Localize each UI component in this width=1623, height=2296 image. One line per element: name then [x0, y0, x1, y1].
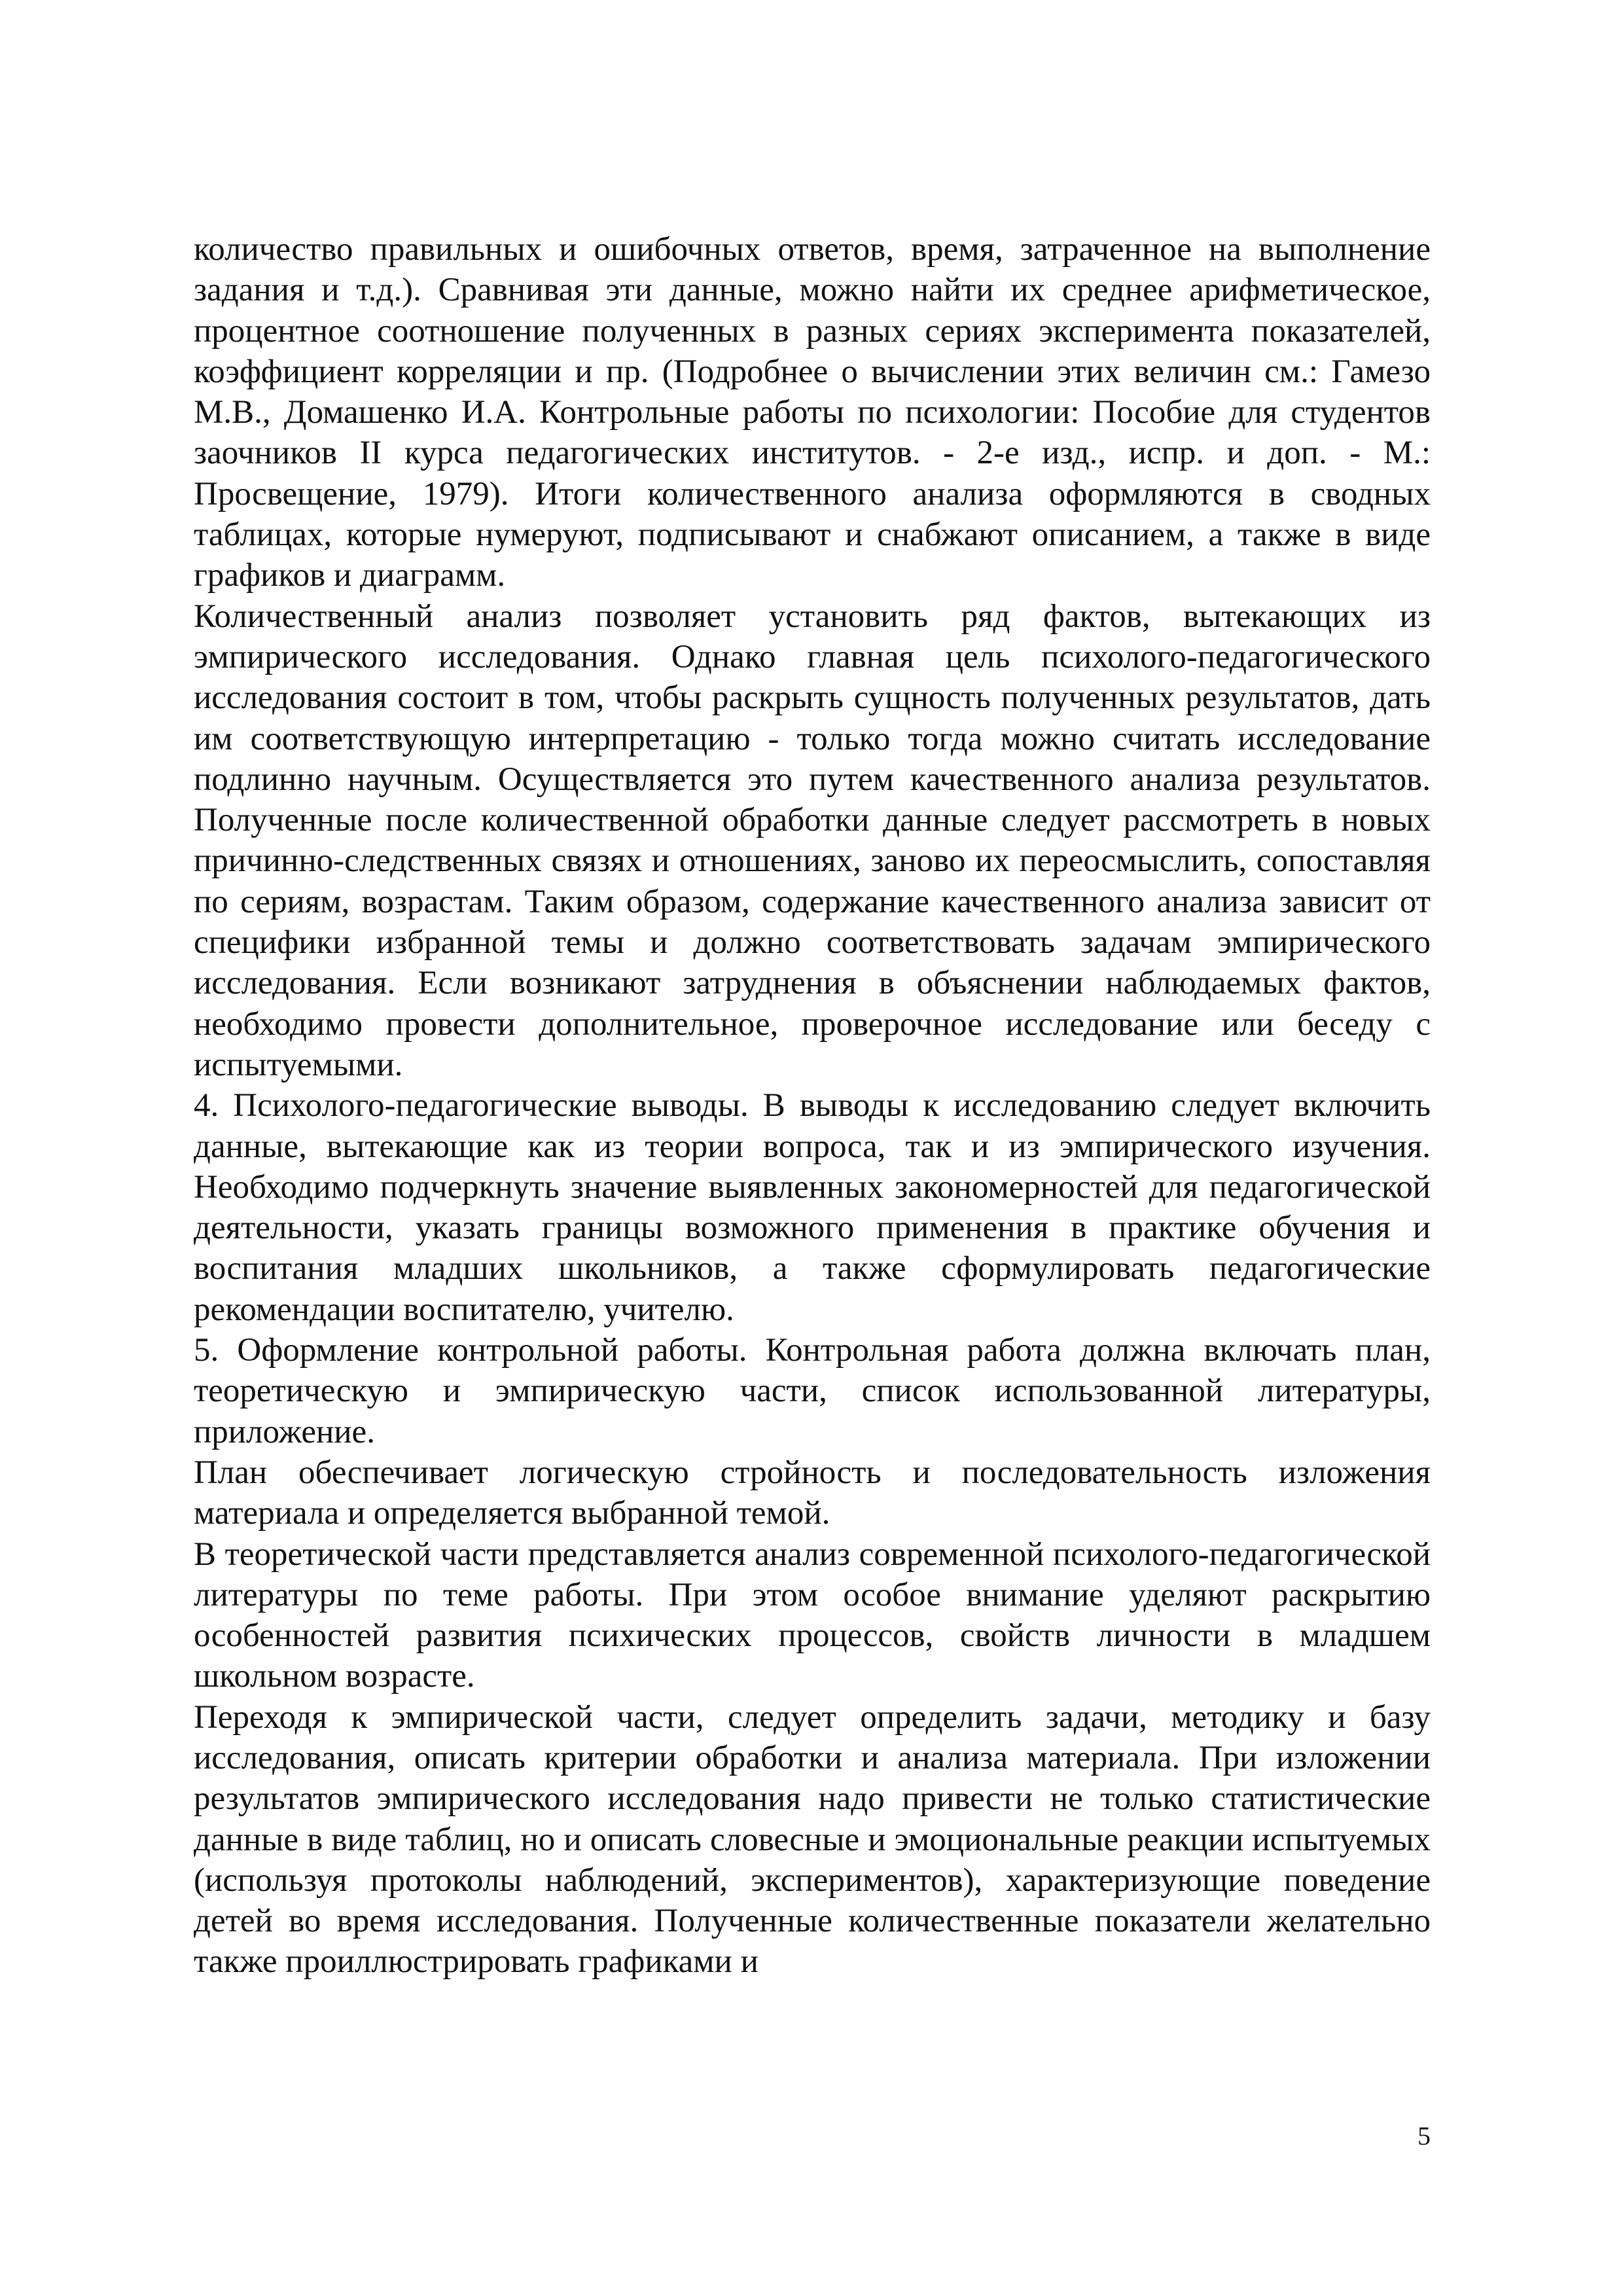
paragraph-plan: План обеспечивает логическую стройность и последовательность изложения материала и определяется выбранной темой.: [194, 1454, 1431, 1532]
document-body: [194, 229, 1431, 1982]
paragraph-formatting: 5. Оформление контрольной работы. Контрольная работа должна включать план, теоретическую и эмпирическую части, список использованной литературы, приложение.: [194, 1332, 1431, 1450]
paragraph-empirical-part: Переходя к эмпирической части, следует определить задачи, методику и базу исследования, описать критерии обработки и анализа материала. При изложении результатов эмпирического исследования надо привести не только статистические данные в виде таблиц, но и описать словесные и эмоциональные реакции испытуемых (используя протоколы наблюдений, экспериментов), характеризующие поведение детей во время исследования. Полученные количественные показатели желательно также проиллюстрировать графиками и: [194, 1698, 1431, 1981]
paragraph-theoretical-part: В теоретической части представляется анализ современной психолого-педагогической литературы по теме работы. При этом особое внимание уделяют раскрытию особенностей развития психических процессов, свойств личности в младшем школьном возрасте.: [194, 1535, 1431, 1695]
page-number: 5: [1418, 2121, 1431, 2151]
paragraph-conclusions: 4. Психолого-педагогические выводы. В выводы к исследованию следует включить данные, вытекающие как из теории вопроса, так и из эмпирического изучения. Необходимо подчеркнуть значение выявленных закономерностей для педагогической деятельности, указать границы возможного применения в практике обучения и воспитания младших школьников, а также сформулировать педагогические рекомендации воспитателю, учителю.: [194, 1087, 1431, 1328]
paragraph-quantitative-results: количество правильных и ошибочных ответов, время, затраченное на выполнение задания и т.д.). Сравнивая эти данные, можно найти их среднее арифметическое, процентное соотношение полученных в разных сериях эксперимента показателей, коэффициент корреляции и пр. (Подробнее о вычислении этих величин см.: Гамезо М.В., Домашенко И.А. Контрольные работы по психологии: Пособие для студентов заочников II курса педагогических институтов. - 2-е изд., испр. и доп. - М.: Просвещение, 1979). Итоги количественного анализа оформляются в сводных таблицах, которые нумеруют, подписывают и снабжают описанием, а также в виде графиков и диаграмм.: [194, 231, 1431, 594]
paragraph-qualitative-analysis: Количественный анализ позволяет установить ряд фактов, вытекающих из эмпирического исследования. Однако главная цель психолого-педагогического исследования состоит в том, чтобы раскрыть сущность полученных результатов, дать им соответствующую интерпретацию - только тогда можно считать исследование подлинно научным. Осуществляется это путем качественного анализа результатов. Полученные после количественной обработки данные следует рассмотреть в новых причинно-следственных связях и отношениях, заново их переосмыслить, сопоставляя по сериям, возрастам. Таким образом, содержание качественного анализа зависит от специфики избранной темы и должно соответствовать задачам эмпирического исследования. Если возникают затруднения в объяснении наблюдаемых фактов, необходимо провести дополнительное, проверочное исследование или беседу с испытуемыми.: [194, 598, 1431, 1083]
